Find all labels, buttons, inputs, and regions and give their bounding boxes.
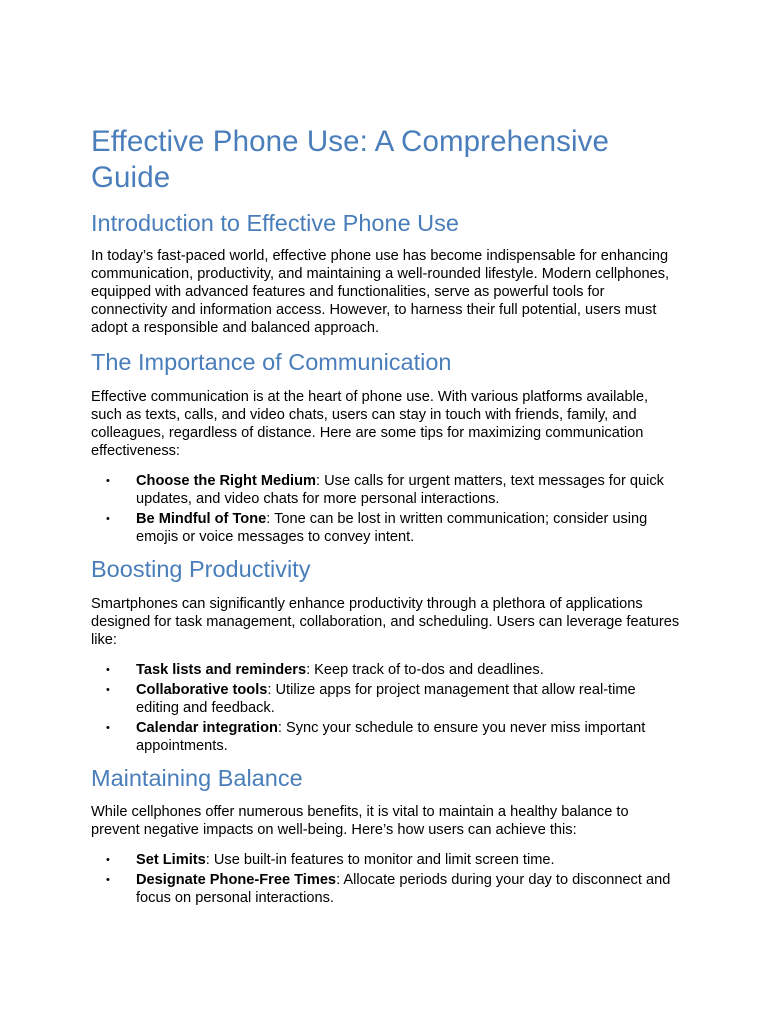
bullet-icon: • <box>106 513 110 525</box>
bullet-icon: • <box>106 854 110 866</box>
list-item <box>91 719 681 755</box>
bullet-icon: • <box>106 722 110 734</box>
list-item <box>91 510 681 546</box>
bullet-list-communication <box>91 472 681 546</box>
bullet-icon: • <box>106 664 110 676</box>
bullet-text: : Keep track of to-dos and deadlines. <box>306 662 544 678</box>
bullet-icon: • <box>106 874 110 886</box>
bullet-text: : Sync your schedule to ensure you never miss important appointments. <box>136 720 646 754</box>
bullet-term: Task lists and reminders <box>136 662 307 678</box>
section-heading-communication: The Importance of Communication <box>91 349 452 375</box>
section-paragraph-communication: Effective communication is at the heart of phone use. With various platforms available, such as texts, calls, and video chats, users can stay in touch with friends, family, and colleagues, regardless of distance. Here are some tips for maximizing communication effectiveness: <box>91 389 649 459</box>
list-item <box>91 661 681 679</box>
list-item <box>91 472 681 508</box>
bullet-term: Set Limits <box>136 852 206 868</box>
bullet-icon: • <box>106 684 110 696</box>
bullet-text: : Use built-in features to monitor and limit screen time. <box>205 852 555 868</box>
section-paragraph-balance: While cellphones offer numerous benefits, it is vital to maintain a healthy balance to prevent negative impacts on well-being. Here’s how users can achieve this: <box>91 804 629 838</box>
list-item <box>91 681 681 717</box>
section-heading-balance: Maintaining Balance <box>91 765 303 791</box>
section-paragraph-productivity: Smartphones can significantly enhance productivity through a plethora of applications designed for task management, collaboration, and scheduling. Users can leverage features like: <box>91 596 680 648</box>
bullet-term: Designate Phone-Free Times <box>136 872 337 888</box>
bullet-list-productivity <box>91 661 681 755</box>
bullet-term: Choose the Right Medium <box>136 473 316 489</box>
bullet-text: : Utilize apps for project management that allow real-time editing and feedback. <box>136 682 636 716</box>
section-heading-introduction: Introduction to Effective Phone Use <box>91 210 459 236</box>
bullet-term: Collaborative tools <box>136 682 268 698</box>
list-item <box>91 851 681 869</box>
bullet-icon: • <box>106 475 110 487</box>
section-heading-productivity: Boosting Productivity <box>91 556 311 582</box>
document-page <box>91 124 681 909</box>
bullet-text: : Allocate periods during your day to disconnect and focus on personal interactions. <box>136 872 671 906</box>
bullet-list-balance <box>91 851 681 907</box>
bullet-term: Calendar integration <box>136 720 278 736</box>
bullet-term: Be Mindful of Tone <box>136 511 267 527</box>
section-paragraph-introduction: In today’s fast-paced world, effective phone use has become indispensable for enhancing communication, productivity, and maintaining a well-rounded lifestyle. Modern cellphones, equipped with advanced features and functionalities, serve as powerful tools for connectivity and information access. However, to harness their full potential, users must adopt a responsible and balanced approach. <box>91 248 670 336</box>
bullet-text: : Use calls for urgent matters, text messages for quick updates, and video chats for more personal interactions. <box>136 473 664 507</box>
bullet-text: : Tone can be lost in written communication; consider using emojis or voice messages to convey intent. <box>136 511 648 545</box>
list-item <box>91 871 681 907</box>
document-title: Effective Phone Use: A Comprehensive Guide <box>91 125 609 194</box>
